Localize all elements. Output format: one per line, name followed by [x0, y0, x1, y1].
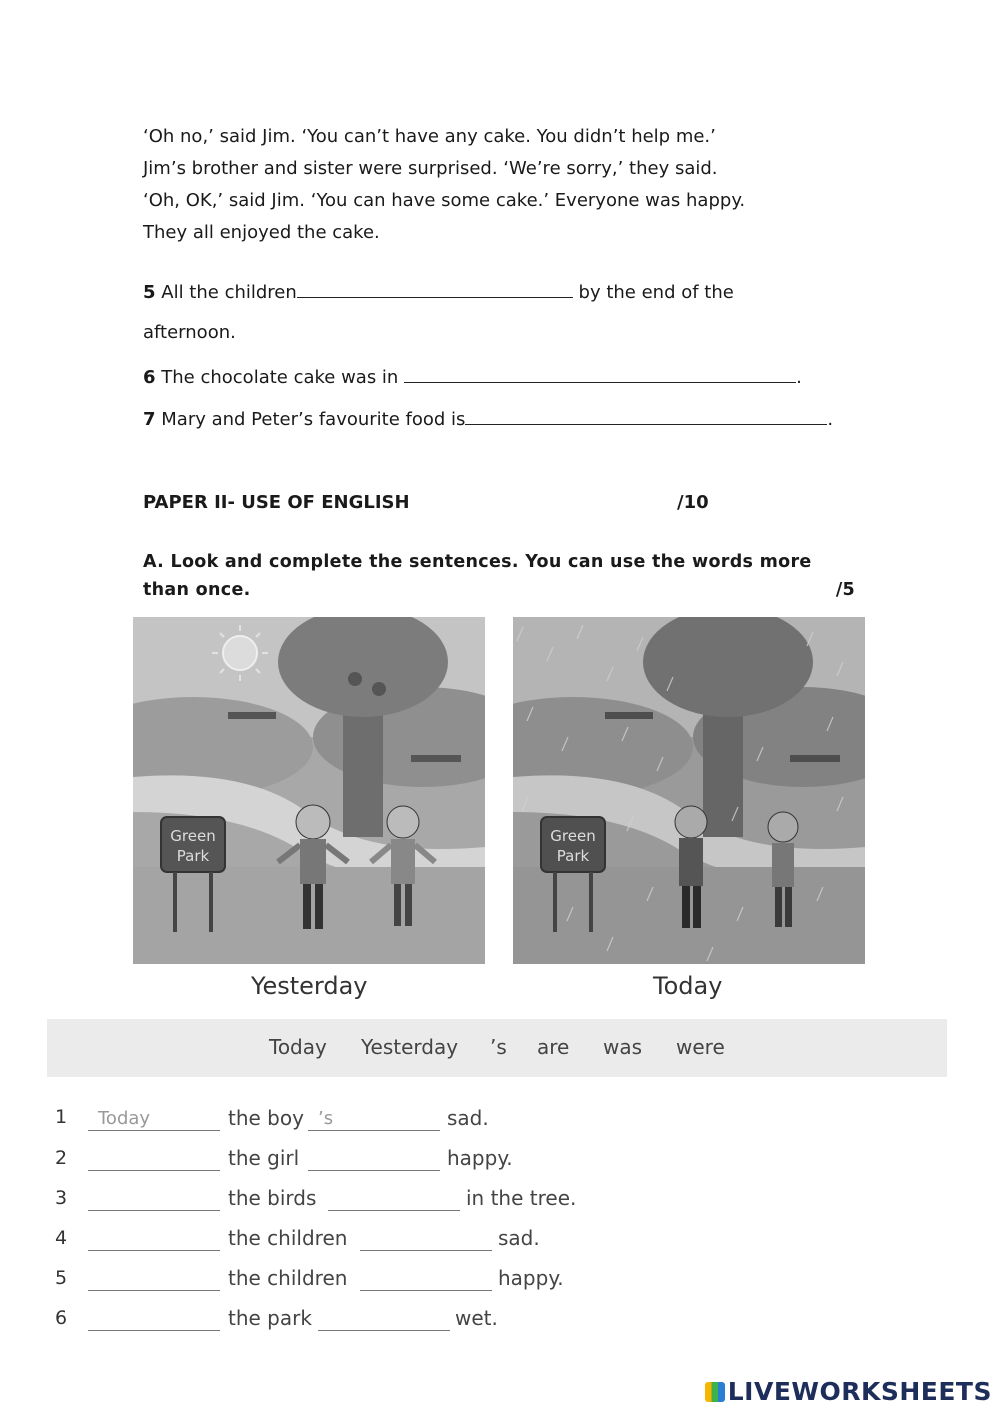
exercise-blank-6a[interactable] [88, 1308, 220, 1331]
park-sunny-illustration [133, 617, 485, 964]
caption-today: Today [653, 972, 723, 1000]
exercise-blank-3b[interactable] [328, 1188, 460, 1211]
question-7 [143, 406, 833, 430]
exercise-number: 1 [55, 1106, 68, 1128]
question-number: 6 [143, 367, 156, 388]
picture-today [513, 617, 865, 964]
sun-icon [223, 636, 257, 670]
exercise-blank-2b[interactable] [308, 1148, 440, 1171]
word-bank-item: are [537, 1035, 570, 1059]
exercise-blank-1a[interactable] [88, 1108, 220, 1131]
answer-blank-6[interactable] [404, 364, 796, 383]
bird-icon [372, 682, 386, 696]
story-line: Jim’s brother and sister were surprised. ‘We’re sorry,’ they said. [143, 158, 718, 179]
exercise-number: 5 [55, 1267, 68, 1289]
logo-icon [705, 1382, 725, 1402]
exercise-text-end: sad. [447, 1106, 489, 1130]
instruction-text: A. Look and complete the sentences. You can use the words more than once. [143, 552, 812, 600]
bench-icon [605, 712, 653, 719]
word-bank-item: was [603, 1035, 643, 1059]
park-rainy-illustration [513, 617, 865, 964]
story-line: They all enjoyed the cake. [143, 222, 380, 243]
exercise-blank-3a[interactable] [88, 1188, 220, 1211]
question-text-after: . [827, 409, 834, 430]
bird-icon [348, 672, 362, 686]
story-line: ‘Oh, OK,’ said Jim. ‘You can have some cake.’ Everyone was happy. [143, 190, 746, 211]
exercise-text-end: happy. [498, 1266, 564, 1290]
exercise-text-end: happy. [447, 1146, 513, 1170]
picture-yesterday [133, 617, 485, 964]
question-text: All the children [161, 282, 297, 303]
exercise-text: the boy [228, 1106, 304, 1130]
word-bank-item: ’s [490, 1035, 507, 1059]
exercise-number: 6 [55, 1307, 68, 1329]
exercise-text: the park [228, 1306, 312, 1330]
exercise-number: 4 [55, 1227, 68, 1249]
question-6 [143, 364, 802, 388]
question-text-after: by the end of the [578, 282, 734, 303]
logo-text: LIVEWORKSHEETS [727, 1377, 992, 1406]
question-text-after: . [796, 367, 802, 388]
exercise-blank-1b[interactable] [308, 1108, 440, 1131]
answer-text: Today [98, 1108, 151, 1129]
exercise-text: the children [228, 1266, 348, 1290]
answer-blank-5[interactable] [297, 279, 573, 298]
story-line: ‘Oh no,’ said Jim. ‘You can’t have any cake. You didn’t help me.’ [143, 126, 716, 147]
exercise-text: the birds [228, 1186, 317, 1210]
sign-text-park: Park [556, 847, 590, 865]
exercise-number: 3 [55, 1187, 68, 1209]
exercise-text: the children [228, 1226, 348, 1250]
sign-text-green: Green [170, 827, 216, 845]
word-bank-item: Today [269, 1035, 327, 1059]
question-number: 7 [143, 409, 156, 430]
sign-text-green: Green [550, 827, 596, 845]
answer-blank-7[interactable] [465, 406, 827, 425]
exercise-blank-2a[interactable] [88, 1148, 220, 1171]
exercise-blank-5a[interactable] [88, 1268, 220, 1291]
exercise-text-end: in the tree. [466, 1186, 577, 1210]
word-bank-item: were [676, 1035, 725, 1059]
exercise-text: the girl [228, 1146, 300, 1170]
question-text: The chocolate cake was in [161, 367, 399, 388]
exercise-blank-5b[interactable] [360, 1268, 492, 1291]
word-bank-item: Yesterday [361, 1035, 459, 1059]
sign-text-park: Park [176, 847, 210, 865]
caption-yesterday: Yesterday [251, 972, 368, 1000]
exercise-text-end: sad. [498, 1226, 540, 1250]
exercise-blank-4b[interactable] [360, 1228, 492, 1251]
exercise-text-end: wet. [455, 1306, 498, 1330]
story-passage [143, 121, 745, 249]
paper-score: /10 [677, 492, 709, 513]
exercise-blank-4a[interactable] [88, 1228, 220, 1251]
bench-icon [790, 755, 840, 762]
section-a-instruction [143, 548, 855, 604]
answer-text: ’s [318, 1108, 334, 1129]
question-5-continuation: afternoon. [143, 322, 236, 343]
liveworksheets-logo[interactable] [705, 1377, 992, 1406]
question-text: Mary and Peter’s favourite food is [161, 409, 466, 430]
question-5 [143, 279, 734, 303]
exercise-blank-6b[interactable] [318, 1308, 450, 1331]
paper-title: PAPER II- USE OF ENGLISH [143, 492, 410, 513]
word-bank [47, 1019, 947, 1077]
bench-icon [228, 712, 276, 719]
bench-icon [411, 755, 461, 762]
section-a-score: /5 [835, 580, 855, 600]
exercise-number: 2 [55, 1147, 68, 1169]
question-number: 5 [143, 282, 156, 303]
